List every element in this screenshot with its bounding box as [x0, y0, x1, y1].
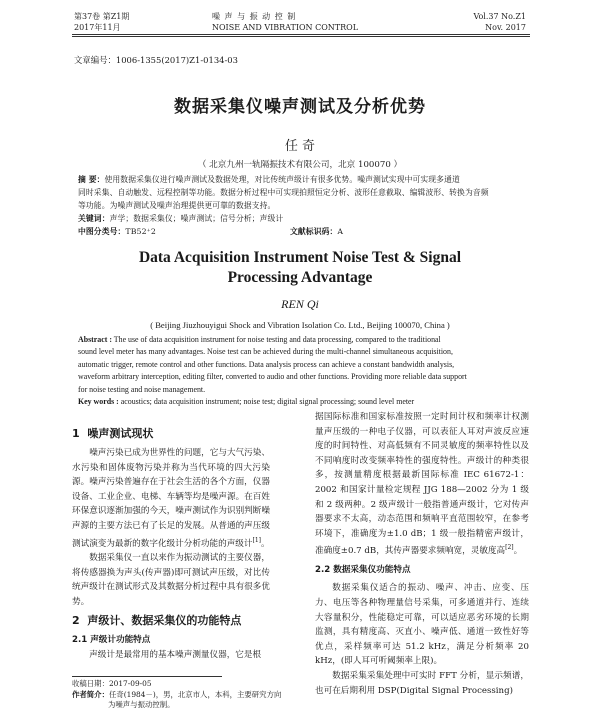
section-1-title: 噪声测试现状	[87, 427, 154, 440]
title-cn: 数据采集仪噪声测试及分析优势	[174, 97, 426, 117]
section-1-heading	[72, 422, 270, 446]
keywords-cn: 声学；数据采集仪；噪声测试；信号分析；声级计	[109, 214, 284, 223]
abstract-cn-line1: 使用数据采集仪进行噪声测试及数据处理，对比传统声级计有很多优势。噪声测试实现中可实现多通道	[104, 175, 460, 184]
footnote-author-info: 任奇(1984－)，男，北京市人，本科，主要研究方向	[108, 689, 282, 699]
subsection-2-2-heading: 2.2 数据采集仪功能特点	[315, 564, 411, 575]
title-en-line1: Data Acquisition Instrument Noise Test & Signal	[138, 249, 462, 266]
title-en-line2: Processing Advantage	[227, 269, 373, 286]
keywords-en: acoustics; data acquisition instrument; noise test; digital signal processing; sound level meter	[118, 397, 415, 407]
abstract-cn-label: 摘 要：	[78, 175, 105, 184]
title-en	[0, 248, 600, 288]
paragraph: 数据采集仪一直以来作为振动测试的主要仪器，将传感器换为声头(传声器)即可测试声压级，对比传统声级计在测试形式及其数据分析过程中具有很多优势。	[72, 553, 270, 607]
section-1-number: 1	[72, 427, 80, 440]
abstract-cn-line2: 同时采集、自动触发、远程控制等功能。数据分析过程中可实现拍照恒定分析、波形任意截取、编辑波形、转换为音频	[78, 188, 489, 197]
footnote-received: 收稿日期：2017-09-05	[72, 679, 152, 688]
abstract-cn-line3: 等功能。为噪声测试及噪声治理提供更可靠的数据支持。	[78, 201, 276, 210]
paragraph: 数据采集仪适合的振动、噪声、冲击、应变、压力、电压等各种物理量信号采集，可多通道并行、连续大容量积分，性能稳定可靠，可以适应恶劣环境的长期监测，具有精度高、灭直小、噪声低、通道一致性好等优点，采样频率可达 51.2 kHz，满足分析频率 20 kHz，(即人耳可听阈频率上限)。	[315, 583, 529, 667]
section-2-title: 声级计、数据采集仪的功能特点	[87, 614, 242, 628]
clc-value: TB52⁺2	[125, 227, 156, 236]
footnote-author-label: 作者简介：	[72, 689, 109, 699]
footnote-author-info-2: 为噪声与振动控制。	[108, 700, 175, 709]
paragraph-end: 。	[260, 538, 270, 549]
citation-ref: [1]	[252, 536, 261, 544]
doc-code-label: 文献标识码：	[290, 227, 338, 236]
header-volume-cn: 第37卷 第Z1期	[74, 12, 130, 21]
section-2-number: 2	[72, 614, 80, 628]
header-date-cn: 2017年11月	[74, 23, 121, 32]
affiliation-cn: （ 北京九州一轨隔振技术有限公司，北京 100070 ）	[197, 160, 403, 170]
doc-code-value: A	[337, 227, 344, 236]
header-rule	[72, 34, 530, 35]
footnote	[72, 679, 312, 711]
abstract-en-label: Abstract :	[78, 335, 112, 344]
article-number: 文章编号：1006-1355(2017)Z1-0134-03	[74, 55, 238, 65]
abstract-en-line5: for noise testing and noise management.	[78, 384, 206, 394]
paragraph: 声级计是最常用的基本噪声测量仪器，它是根	[89, 649, 262, 660]
affiliation-en: ( Beijing Jiuzhouyigui Shock and Vibration Isolation Co. Ltd., Beijing 100070, China )	[150, 320, 450, 330]
abstract-cn	[78, 173, 528, 238]
header-journal-cn: 噪 声 与 振 动 控 制	[212, 12, 297, 21]
abstract-en	[78, 334, 528, 408]
paragraph-end: 。	[513, 546, 523, 557]
author-cn: 任 奇	[284, 139, 316, 154]
abstract-en-line3: automatic trigger, remote control and other functions. Data analysis process can achieve a constant bandwidth analysis,	[78, 359, 455, 369]
paragraph	[72, 446, 270, 551]
paragraph-text: 噪声污染已成为世界性的问题，它与大气污染、水污染和固体废物污染并称为当代环境的四大污染源。噪声污染普遍存在于社会生活的各个方面，仪器设备、工业企业、电梯、车辆等均是噪声源。在百姓环保意识逐渐加强的今天，噪声测试作为识别判断噪声源的主要方法已有了长足的发展。从普通的声压级测试演变为最新的数字化级计分析功能的声级计	[72, 448, 270, 549]
right-column	[315, 410, 529, 698]
header-rule-thin	[72, 36, 530, 37]
header-volume-en: Vol.37 No.Z1	[473, 12, 526, 21]
abstract-en-line2: sound level meter has many advantages. Noise test can be achieved during the multi-channel simultaneous acquisition,	[78, 347, 453, 357]
abstract-en-line1: The use of data acquisition instrument for noise testing and data processing, compared to the traditional	[111, 335, 441, 344]
paragraph: 数据采集采集处理中可实时 FFT 分析，显示频谱，也可在后期利用 DSP(Digital Signal Processing)	[315, 670, 529, 696]
subsection-2-1-heading: 2.1 声级计功能特点	[72, 635, 151, 646]
keywords-en-label: Key words :	[78, 397, 119, 407]
header-date-en: Nov. 2017	[485, 23, 526, 32]
paragraph	[315, 410, 529, 559]
left-column	[72, 422, 270, 663]
paragraph-text: 据国际标准和国家标准按照一定时间计权和频率计权测量声压级的一种电子仪器，可以表征人耳对声波反应速度的时间特性、对高低频有不同灵敏度的频率特性以及不同响度时改变频率特性的强度特性。声级计的种类很多，按测量精度根据最新国际标准 IEC 61672-1：2002 和国家计量检定规程 JJG 188—2002 分为 1 级和 2 级两种。2 级声级计一般指普通声级计，它对传声器要求不太高，动态范围和频响平直范围较窄，在参考环境下，准确度为±1.0 dB；1 级一般指精密声级计，准确度±0.7 dB，其传声器要求频响宽，灵敏度高	[315, 412, 529, 557]
section-2-heading	[72, 609, 270, 633]
author-en: REN Qi	[281, 297, 319, 311]
footnote-rule	[72, 676, 222, 677]
citation-ref: [2]	[505, 544, 514, 552]
clc-label: 中图分类号：	[78, 227, 126, 236]
header-journal-en: NOISE AND VIBRATION CONTROL	[212, 23, 359, 32]
keywords-cn-label: 关键词：	[78, 214, 110, 223]
abstract-en-line4: waveform arbitrary interception, editing filter, converted to audio and other functions. Providing more reliable data support	[78, 372, 467, 382]
